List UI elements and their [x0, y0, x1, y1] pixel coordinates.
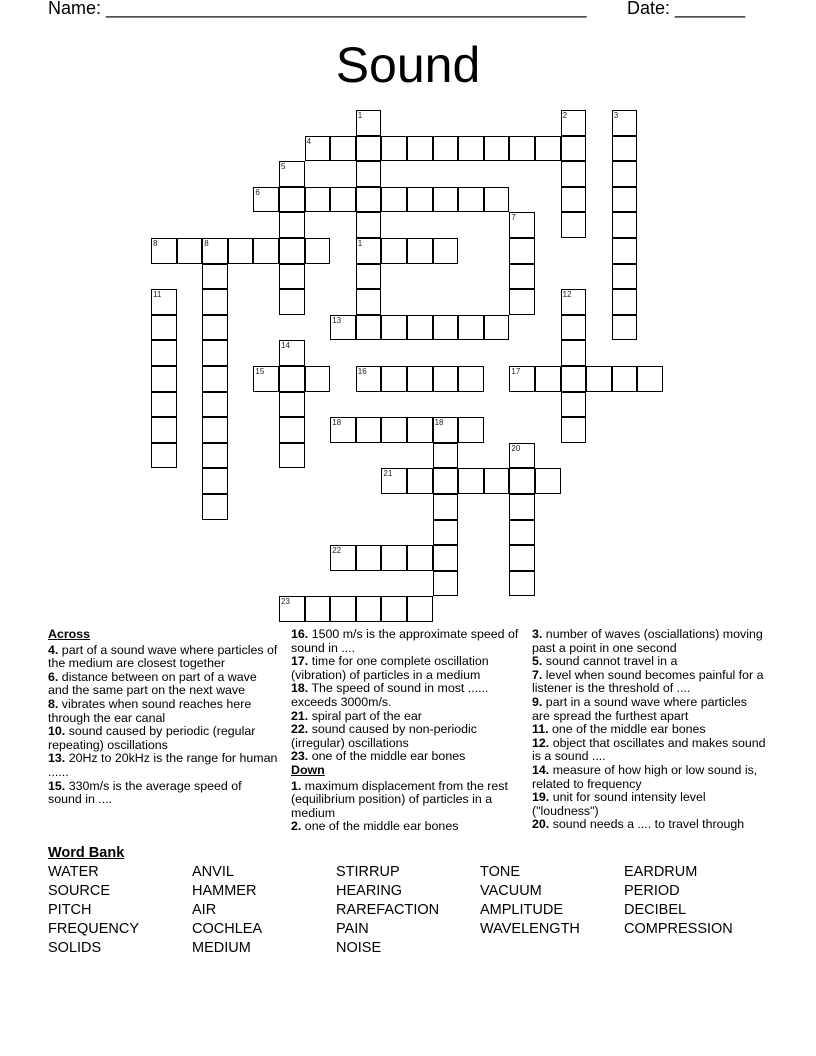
- crossword-cell[interactable]: [509, 289, 535, 315]
- clue-number-label: 7.: [532, 667, 543, 682]
- crossword-cell[interactable]: [458, 187, 484, 213]
- crossword-cell[interactable]: [305, 596, 331, 622]
- crossword-cell[interactable]: [202, 238, 228, 264]
- clue-text: The speed of sound in most ...... exceeds 3000m/s.: [291, 681, 489, 709]
- down-heading: Down: [291, 762, 325, 777]
- crossword-cell[interactable]: [509, 494, 535, 520]
- crossword-cell[interactable]: [484, 468, 510, 494]
- crossword-cell[interactable]: [612, 136, 638, 162]
- crossword-cell[interactable]: [381, 366, 407, 392]
- clue-item: [291, 710, 523, 724]
- page-title: Sound: [335, 37, 481, 93]
- crossword-cell[interactable]: [151, 392, 177, 418]
- crossword-cell[interactable]: [612, 289, 638, 315]
- crossword-cell[interactable]: [330, 136, 356, 162]
- crossword-cell[interactable]: [561, 161, 587, 187]
- word-bank: [48, 844, 768, 958]
- crossword-cell[interactable]: [612, 161, 638, 187]
- crossword-cell[interactable]: [202, 315, 228, 341]
- clue-text: time for one complete oscillation (vibration) of particles in a medium: [291, 654, 489, 682]
- clue-number: 8: [153, 239, 158, 248]
- clue-number-label: 11.: [532, 722, 549, 737]
- crossword-cell[interactable]: [381, 187, 407, 213]
- crossword-cell[interactable]: [356, 596, 382, 622]
- clue-item: [291, 628, 523, 655]
- crossword-cell[interactable]: [151, 289, 177, 315]
- crossword-cell[interactable]: [509, 366, 535, 392]
- clue-item: [532, 628, 767, 655]
- crossword-cell[interactable]: [356, 187, 382, 213]
- crossword-cell[interactable]: [253, 238, 279, 264]
- crossword-cell[interactable]: [330, 417, 356, 443]
- word-bank-item: ANVIL: [192, 864, 234, 880]
- crossword-cell[interactable]: [381, 238, 407, 264]
- crossword-cell[interactable]: [561, 212, 587, 238]
- crossword-cell[interactable]: [279, 238, 305, 264]
- crossword-cell[interactable]: [202, 468, 228, 494]
- crossword-cell[interactable]: [151, 238, 177, 264]
- crossword-cell[interactable]: [279, 289, 305, 315]
- crossword-cell[interactable]: [202, 264, 228, 290]
- clue-number: 5: [281, 162, 286, 172]
- crossword-cell[interactable]: [381, 596, 407, 622]
- clue-number-label: 3.: [532, 627, 543, 641]
- crossword-cell[interactable]: [330, 187, 356, 213]
- clue-number: 20: [511, 443, 521, 453]
- word-bank-item: STIRRUP: [336, 864, 400, 880]
- word-bank-heading: Word Bank: [48, 845, 125, 861]
- crossword-cell[interactable]: [407, 315, 433, 341]
- clue-number-label: 18.: [291, 681, 309, 696]
- clues-column-2: [291, 628, 523, 834]
- crossword-cell[interactable]: [433, 468, 459, 494]
- clues-column-1: [48, 628, 278, 807]
- crossword-cell[interactable]: [330, 545, 356, 571]
- clue-item: [532, 764, 767, 791]
- crossword-cell[interactable]: [228, 238, 254, 264]
- crossword-cell[interactable]: [202, 417, 228, 443]
- clue-text: one of the middle ear bones: [304, 819, 459, 834]
- crossword-cell[interactable]: [305, 136, 331, 162]
- clue-text: sound cannot travel in a: [545, 654, 678, 669]
- clue-text: sound caused by non-periodic (irregular) oscillations: [291, 722, 478, 750]
- clue-text: one of the middle ear bones: [552, 722, 706, 737]
- clue-item: [48, 752, 278, 779]
- crossword-cell[interactable]: [612, 366, 638, 392]
- clues-column-3: [532, 628, 767, 832]
- clue-text: 330m/s is the average speed of sound in ....: [48, 778, 242, 807]
- clue-number-label: 13.: [48, 751, 66, 766]
- crossword-cell[interactable]: [509, 264, 535, 290]
- crossword-cell[interactable]: [407, 596, 433, 622]
- crossword-cell[interactable]: [356, 417, 382, 443]
- word-bank-item: SOURCE: [48, 883, 111, 899]
- crossword-cell[interactable]: [612, 264, 638, 290]
- clue-text: object that oscillates and makes sound is a sound ....: [532, 735, 766, 764]
- crossword-cell[interactable]: [381, 315, 407, 341]
- crossword-cell[interactable]: [253, 366, 279, 392]
- clue-text: number of waves (osciallations) moving past a point in one second: [532, 627, 763, 655]
- crossword-cell[interactable]: [356, 136, 382, 162]
- crossword-cell[interactable]: [561, 136, 587, 162]
- crossword-cell[interactable]: [407, 545, 433, 571]
- clue-number-label: 2.: [291, 819, 302, 834]
- crossword-cell[interactable]: [535, 366, 561, 392]
- word-bank-item: PERIOD: [624, 883, 680, 899]
- word-bank-item: [480, 939, 624, 958]
- crossword-cell[interactable]: [407, 468, 433, 494]
- clue-number: 17: [511, 367, 521, 376]
- clue-number: 1: [357, 239, 363, 248]
- word-bank-item: RAREFACTION: [336, 902, 440, 918]
- crossword-cell[interactable]: [279, 161, 305, 187]
- crossword-cell[interactable]: [433, 136, 459, 162]
- clue-number: 8: [204, 239, 209, 248]
- word-bank-item: TONE: [480, 864, 521, 880]
- crossword-cell[interactable]: [279, 340, 305, 366]
- crossword-cell[interactable]: [561, 187, 587, 213]
- crossword-cell[interactable]: [509, 212, 535, 238]
- word-bank-item: VACUUM: [480, 883, 542, 899]
- crossword-cell[interactable]: [151, 340, 177, 366]
- crossword-cell[interactable]: [407, 238, 433, 264]
- word-bank-item: COMPRESSION: [624, 921, 733, 937]
- clue-number-label: 15.: [48, 778, 66, 793]
- clue-number: 22: [332, 546, 342, 556]
- clue-number-label: 20.: [532, 817, 550, 832]
- crossword-cell[interactable]: [458, 468, 484, 494]
- crossword-cell[interactable]: [561, 315, 587, 341]
- clue-text: distance between on part of a wave and the same part on the next wave: [48, 669, 257, 698]
- clue-item: [291, 750, 523, 764]
- crossword-cell[interactable]: [433, 366, 459, 392]
- clue-number: 4: [306, 136, 312, 146]
- clue-item: [48, 725, 278, 752]
- crossword-cell[interactable]: [509, 545, 535, 571]
- clue-number: 7: [511, 213, 516, 223]
- crossword-cell[interactable]: [612, 212, 638, 238]
- clue-text: 20Hz to 20kHz is the range for human ......: [48, 751, 278, 779]
- crossword-cell[interactable]: [509, 520, 535, 546]
- crossword-cell[interactable]: [151, 443, 177, 469]
- clue-text: unit for sound intensity level ("loudness"): [532, 790, 706, 818]
- crossword-cell[interactable]: [279, 187, 305, 213]
- crossword-cell[interactable]: [433, 520, 459, 546]
- crossword-cell[interactable]: [509, 443, 535, 469]
- clue-item: [532, 669, 767, 696]
- clue-item: [48, 780, 278, 807]
- crossword-cell[interactable]: [279, 366, 305, 392]
- crossword-cell[interactable]: [433, 238, 459, 264]
- crossword-cell[interactable]: [356, 289, 382, 315]
- crossword-cell[interactable]: [561, 417, 587, 443]
- crossword-cell[interactable]: [356, 366, 382, 392]
- crossword-cell[interactable]: [458, 417, 484, 443]
- crossword-cell[interactable]: [484, 315, 510, 341]
- clue-text: part in a sound wave where particles are spread the furthest apart: [532, 694, 747, 723]
- clue-number-label: 5.: [532, 654, 543, 669]
- word-bank-item: COCHLEA: [192, 921, 263, 937]
- crossword-cell[interactable]: [356, 264, 382, 290]
- word-bank-item: AMPLITUDE: [480, 902, 563, 918]
- clue-text: maximum displacement from the rest (equilibrium position) of particles in a medium: [291, 778, 508, 820]
- crossword-cell[interactable]: [484, 187, 510, 213]
- crossword-cell[interactable]: [535, 136, 561, 162]
- crossword-cell[interactable]: [509, 468, 535, 494]
- clue-text: spiral part of the ear: [311, 708, 422, 723]
- word-bank-item: WAVELENGTH: [480, 921, 580, 937]
- clue-item: [291, 682, 523, 709]
- clue-item: [291, 780, 523, 821]
- crossword-cell[interactable]: [407, 417, 433, 443]
- word-bank-item: HAMMER: [192, 883, 257, 899]
- crossword-cell[interactable]: [305, 238, 331, 264]
- clue-number-label: 14.: [532, 762, 550, 777]
- word-bank-list: [48, 863, 768, 958]
- crossword-cell[interactable]: [612, 187, 638, 213]
- crossword-cell[interactable]: [330, 315, 356, 341]
- word-bank-item: HEARING: [336, 883, 403, 899]
- crossword-cell[interactable]: [279, 417, 305, 443]
- crossword-cell[interactable]: [279, 596, 305, 622]
- crossword-cell[interactable]: [637, 366, 663, 392]
- crossword-cell[interactable]: [433, 315, 459, 341]
- clue-item: [532, 737, 767, 764]
- crossword-cell[interactable]: [612, 110, 638, 136]
- clue-text: sound caused by periodic (regular repeating) oscillations: [48, 724, 256, 752]
- clue-item: [291, 655, 523, 682]
- clue-item: [532, 723, 767, 737]
- word-bank-item: DECIBEL: [624, 902, 687, 918]
- clue-number: 15: [255, 367, 265, 376]
- crossword-cell[interactable]: [177, 238, 203, 264]
- crossword-cell[interactable]: [279, 212, 305, 238]
- clue-item: [48, 671, 278, 698]
- crossword-cell[interactable]: [202, 443, 228, 469]
- crossword-cell[interactable]: [356, 212, 382, 238]
- clue-number: 14: [281, 341, 290, 351]
- crossword-cell[interactable]: [433, 545, 459, 571]
- crossword-cell[interactable]: [279, 443, 305, 469]
- word-bank-item: WATER: [48, 864, 99, 880]
- crossword-cell[interactable]: [561, 110, 587, 136]
- clue-number: 23: [281, 597, 290, 607]
- word-bank-item: FREQUENCY: [48, 921, 140, 937]
- clue-text: measure of how high or low sound is, related to frequency: [532, 762, 758, 791]
- crossword-cell[interactable]: [253, 187, 279, 213]
- clue-number-label: 23.: [291, 749, 309, 764]
- crossword-cell[interactable]: [433, 443, 459, 469]
- crossword-cell[interactable]: [279, 264, 305, 290]
- crossword-cell[interactable]: [612, 238, 638, 264]
- clue-number: 13: [332, 315, 342, 325]
- crossword-cell[interactable]: [151, 366, 177, 392]
- crossword-cell[interactable]: [356, 315, 382, 341]
- clue-item: [532, 791, 767, 818]
- crossword-cell[interactable]: [484, 136, 510, 162]
- clue-item: [532, 818, 767, 832]
- crossword-cell[interactable]: [330, 596, 356, 622]
- crossword-cell[interactable]: [356, 545, 382, 571]
- crossword-cell[interactable]: [433, 417, 459, 443]
- word-bank-item: MEDIUM: [192, 940, 251, 956]
- crossword-cell[interactable]: [279, 392, 305, 418]
- crossword-cell[interactable]: [202, 340, 228, 366]
- crossword-cell[interactable]: [356, 238, 382, 264]
- clue-text: 1500 m/s is the approximate speed of sound in ....: [291, 627, 519, 655]
- clue-item: [532, 655, 767, 669]
- date-field-label[interactable]: Date: _______: [627, 0, 746, 18]
- crossword-cell[interactable]: [458, 136, 484, 162]
- clue-number-label: 4.: [48, 642, 59, 657]
- clue-number-label: 19.: [532, 790, 550, 805]
- clue-number: 18: [434, 418, 444, 428]
- crossword-cell[interactable]: [305, 366, 331, 392]
- clue-number-label: 21.: [291, 708, 309, 723]
- clue-item: [291, 820, 523, 834]
- crossword-cell[interactable]: [535, 468, 561, 494]
- crossword-cell[interactable]: [586, 366, 612, 392]
- crossword-cell[interactable]: [509, 238, 535, 264]
- clue-number-label: 17.: [291, 654, 309, 669]
- clue-number-label: 22.: [291, 722, 309, 737]
- crossword-cell[interactable]: [433, 571, 459, 597]
- clue-number-label: 8.: [48, 696, 59, 711]
- crossword-cell[interactable]: [202, 289, 228, 315]
- crossword-cell[interactable]: [433, 494, 459, 520]
- crossword-cell[interactable]: [305, 187, 331, 213]
- crossword-cell[interactable]: [151, 315, 177, 341]
- clue-text: one of the middle ear bones: [311, 749, 466, 764]
- crossword-cell[interactable]: [202, 366, 228, 392]
- clue-number: 12: [562, 290, 572, 300]
- clue-number-label: 9.: [532, 694, 543, 709]
- crossword-cell[interactable]: [433, 187, 459, 213]
- crossword-cell[interactable]: [381, 417, 407, 443]
- word-bank-item: NOISE: [336, 940, 382, 956]
- clue-item: [532, 696, 767, 723]
- clue-text: vibrates when sound reaches here through the ear canal: [48, 696, 252, 725]
- word-bank-item: [624, 939, 768, 958]
- clue-number-label: 12.: [532, 735, 550, 750]
- word-bank-item: SOLIDS: [48, 940, 102, 956]
- crossword-cell[interactable]: [151, 417, 177, 443]
- clue-number: 6: [255, 187, 260, 197]
- crossword-cell[interactable]: [381, 545, 407, 571]
- crossword-cell[interactable]: [381, 136, 407, 162]
- clue-number-label: 6.: [48, 669, 59, 684]
- clue-number-label: 16.: [291, 627, 309, 641]
- crossword-cell[interactable]: [612, 315, 638, 341]
- crossword-cell[interactable]: [381, 468, 407, 494]
- clue-item: [48, 698, 278, 725]
- word-bank-item: EARDRUM: [624, 864, 698, 880]
- word-bank-item: PITCH: [48, 902, 92, 918]
- clue-item: [48, 644, 278, 671]
- clue-text: sound needs a .... to travel through: [552, 817, 745, 832]
- clue-number: 18: [332, 418, 342, 428]
- clue-number: 16: [357, 367, 367, 376]
- crossword-cell[interactable]: [561, 392, 587, 418]
- word-bank-item: PAIN: [336, 921, 369, 937]
- crossword-cell[interactable]: [407, 136, 433, 162]
- crossword-cell[interactable]: [458, 315, 484, 341]
- crossword-cell[interactable]: [407, 187, 433, 213]
- clue-number-label: 10.: [48, 724, 66, 739]
- crossword-cell[interactable]: [561, 289, 587, 315]
- across-heading: Across: [48, 627, 91, 641]
- word-bank-item: AIR: [192, 902, 217, 918]
- clue-number: 2: [562, 111, 568, 120]
- clue-number: 21: [383, 469, 393, 479]
- crossword-cell[interactable]: [509, 136, 535, 162]
- crossword-cell[interactable]: [407, 366, 433, 392]
- clue-number: 1: [357, 111, 363, 120]
- crossword-cell[interactable]: [202, 494, 228, 520]
- crossword-cell[interactable]: [509, 571, 535, 597]
- clue-number: 11: [153, 290, 162, 300]
- clue-number-label: 1.: [291, 778, 302, 793]
- clue-text: part of a sound wave where particles of the medium are closest together: [48, 642, 278, 671]
- name-field-label[interactable]: Name: ________________________________________________: [48, 0, 587, 18]
- crossword-cell[interactable]: [202, 392, 228, 418]
- clue-number: 3: [613, 111, 619, 120]
- clue-text: level when sound becomes painful for a listener is the threshold of ....: [532, 667, 764, 696]
- crossword-cell[interactable]: [356, 161, 382, 187]
- clue-item: [291, 723, 523, 750]
- crossword-cell[interactable]: [561, 366, 587, 392]
- crossword-cell[interactable]: [561, 340, 587, 366]
- crossword-cell[interactable]: [458, 366, 484, 392]
- crossword-cell[interactable]: [356, 110, 382, 136]
